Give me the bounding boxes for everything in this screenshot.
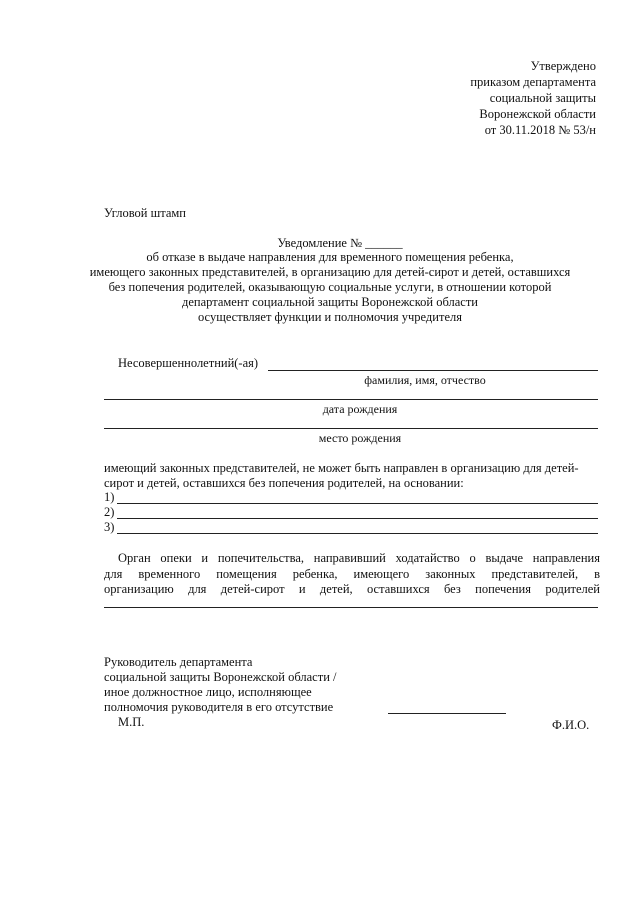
reasons-intro: имеющий законных представителей, не может быть направлен в организацию для детей- <box>104 461 579 475</box>
notice-line: имеющего законных представителей, в организацию для детей-сирот и детей, оставшихся <box>89 265 571 279</box>
reason-2-line[interactable] <box>117 518 598 519</box>
reason-3-line[interactable] <box>117 533 598 534</box>
approval-date: от 30.11.2018 № 53/н <box>484 123 596 137</box>
notice-line: об отказе в выдаче направления для временного помещения ребенка, <box>146 250 514 264</box>
birthplace-caption: место рождения <box>318 431 402 445</box>
reason-number: 2) <box>104 505 115 519</box>
signature-line[interactable] <box>388 713 506 714</box>
signer-line: Руководитель департамента <box>104 655 253 669</box>
signer-line: социальной защиты Воронежской области / <box>104 670 337 684</box>
guardianship-line: Орган опеки и попечительства, направивший ходатайство о выдаче направления <box>118 551 600 565</box>
guardianship-line: для временного помещения ребенка, имеющего законных представителей, в <box>104 567 600 581</box>
birthdate-caption: дата рождения <box>322 402 398 416</box>
fio-label: Ф.И.О. <box>552 718 590 732</box>
reason-number: 3) <box>104 520 115 534</box>
minor-label: Несовершеннолетний(-ая) <box>118 356 259 370</box>
notice-title: Уведомление № ______ <box>277 236 403 250</box>
birthplace-field-line[interactable] <box>104 428 598 429</box>
notice-line: департамент социальной защиты Воронежской области <box>181 295 478 309</box>
signer-line: полномочия руководителя в его отсутствие <box>104 700 334 714</box>
guardianship-line: организацию для детей-сирот и детей, оставшихся без попечения родителей <box>104 582 600 596</box>
notice-line: без попечения родителей, оказывающую социальные услуги, в отношении которой <box>108 280 552 294</box>
notice-line: осуществляет функции и полномочия учредителя <box>198 310 462 324</box>
name-caption: фамилия, имя, отчество <box>364 373 486 387</box>
reasons-intro: сирот и детей, оставшихся без попечения родителей, на основании: <box>104 476 464 490</box>
approval-line: приказом департамента <box>470 75 596 89</box>
signer-line: иное должностное лицо, исполняющее <box>104 685 312 699</box>
birthdate-field-line[interactable] <box>104 399 598 400</box>
approval-line: Утверждено <box>530 59 596 73</box>
approval-line: Воронежской области <box>479 107 596 121</box>
corner-stamp: Угловой штамп <box>104 206 187 220</box>
approval-line: социальной защиты <box>489 91 596 105</box>
name-field-line[interactable] <box>268 370 598 371</box>
approval-block <box>470 58 596 138</box>
reason-number: 1) <box>104 490 115 504</box>
guardianship-field-line[interactable] <box>104 607 598 608</box>
seal-label: М.П. <box>118 715 145 729</box>
reason-1-line[interactable] <box>117 503 598 504</box>
